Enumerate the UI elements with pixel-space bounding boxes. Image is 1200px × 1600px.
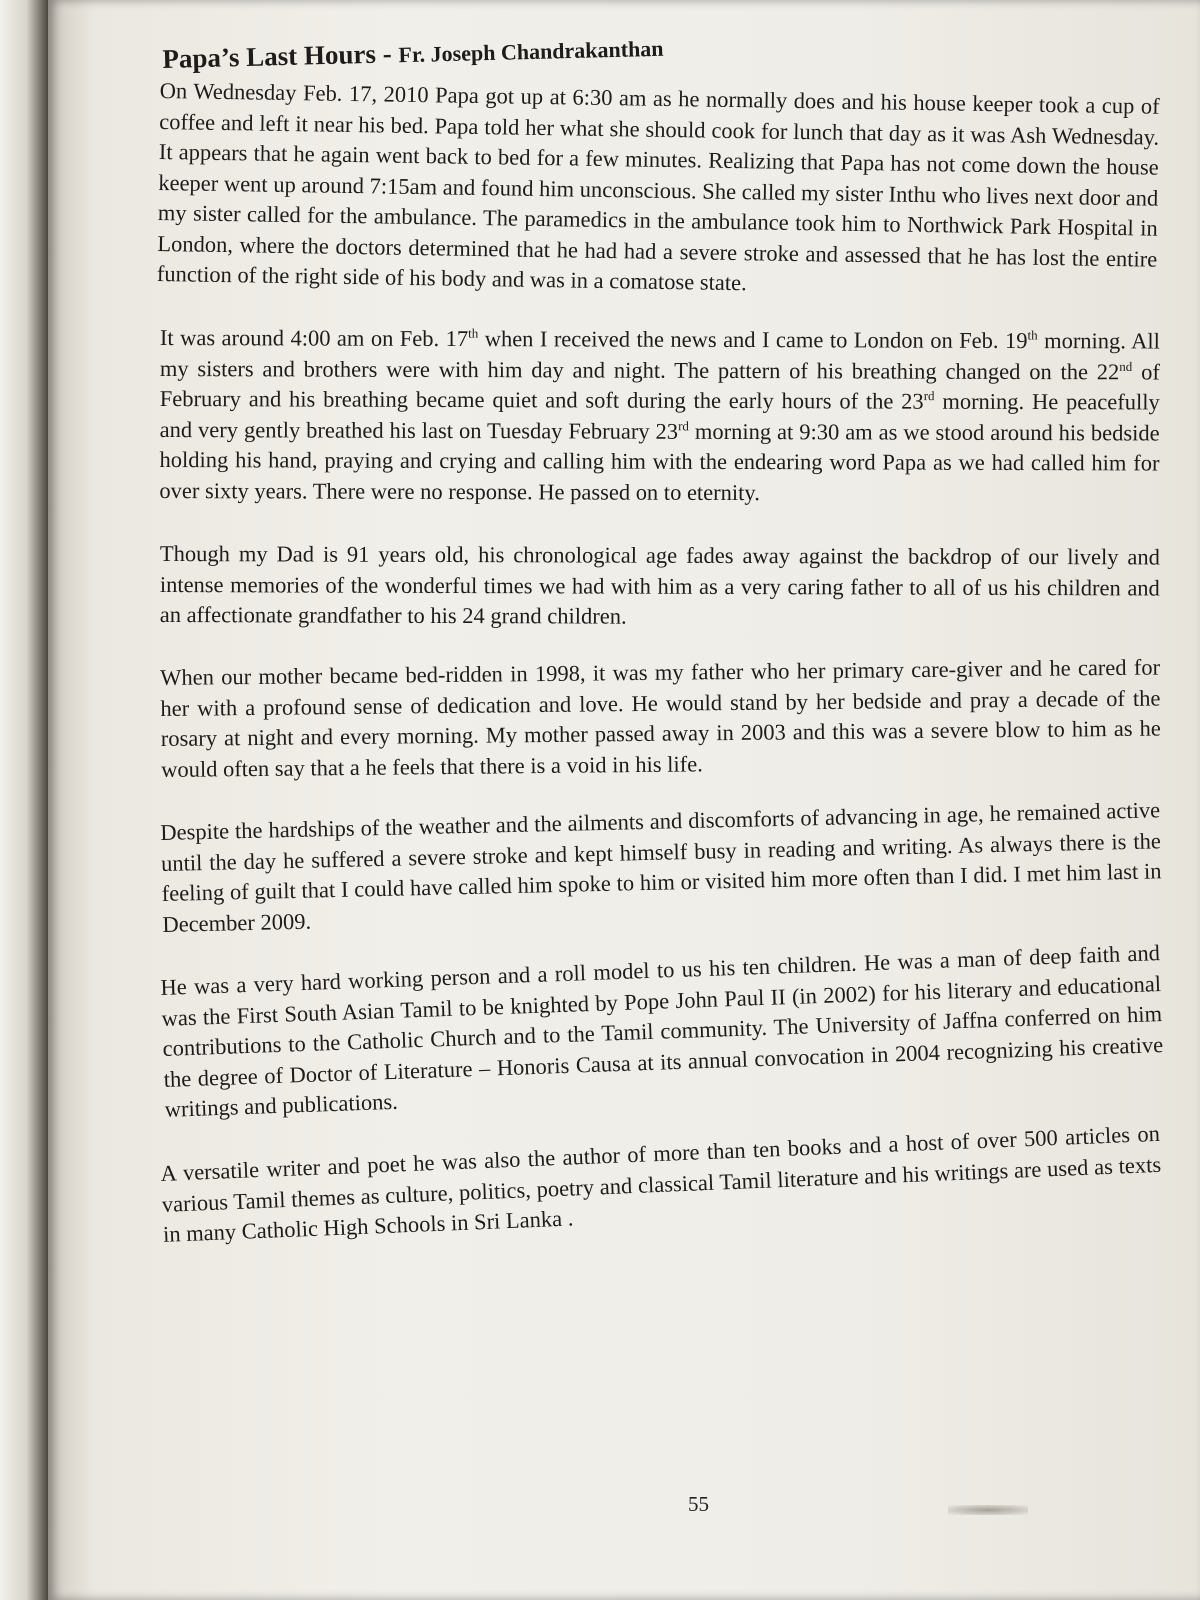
page-content — [156, 35, 1164, 1283]
page-number: 55 — [688, 1492, 709, 1516]
ordinal-suffix: rd — [923, 387, 935, 403]
paragraph-2 — [159, 323, 1160, 509]
book-spine — [0, 0, 48, 1600]
paragraph-2-text-4: of February and his breathing became quiet and soft during the early hours of the 23 — [159, 358, 1160, 414]
paragraph-2-text-1: It was around 4:00 am on Feb. 17 — [159, 324, 469, 351]
paragraph-1: On Wednesday Feb. 17, 2010 Papa got up at 6:30 am as he normally does and his house keeper took a cup of coffee and left it near his bed. Papa told her what she should cook for lunch that day as it was Ash Wednesday. It appears that he again went back to bed for a few minutes. Realizing that Papa has not come down the house keeper went up around 7:15am and found him unconscious. She called my sister Inthu who lives next door and my sister called for the ambulance. The paramedics in the ambulance took him to Northwick Park Hospital in London, where the doctors determined that he had had a severe stroke and assessed that he has lost the entire function of the right side of his body and was in a comatose state. — [156, 77, 1160, 296]
paragraph-2-text-3: morning. All my sisters and brothers were with him day and night. The pattern of his breathing changed on the 22 — [159, 327, 1160, 384]
print-smudge — [948, 1505, 1028, 1515]
page-title — [162, 16, 1161, 80]
author-name: Fr. Joseph Chandrakanthan — [398, 35, 664, 68]
title-text: Papa’s Last Hours - — [162, 38, 393, 74]
paragraph-3: Though my Dad is 91 years old, his chronological age fades away against the backdrop of our lively and intense memories of the wonderful times we had with him as a very caring father to all of us his children and an affectionate grandfather to his 24 grand children. — [159, 540, 1160, 629]
paragraph-2-text-5: morning. He peacefully and very gently breathed his last on Tuesday February 23 — [159, 388, 1160, 443]
paragraph-6: He was a very hard working person and a roll model to us his ten children. He was a man of deep faith and was the First South Asian Tamil to be knighted by Pope John Paul II (in 2002) for his literary and educational contributions to the Catholic Church and to the Tamil community. The University of Jaffna conferred on him the degree of Doctor of Literature – Honoris Causa at its annual convocation in 2004 recognizing his creative writings and publications. — [160, 940, 1164, 1122]
ordinal-suffix: nd — [1119, 357, 1133, 373]
paragraph-5: Despite the hardships of the weather and the ailments and discomforts of advancing in age, he remained active until the day he suffered a severe stroke and kept himself busy in reading and writing. As always there is the feeling of guilt that I could have called him spoke to him or visited him more often than I did. I met him last in December 2009. — [160, 797, 1162, 937]
ordinal-suffix: th — [468, 325, 479, 341]
paragraph-2-text-6: morning at 9:30 am as we stood around his bedside holding his hand, praying and crying and calling him with the endearing word Papa as we had called him for over sixty years. There were no response. He passed on to eternity. — [159, 417, 1160, 505]
paragraph-7: A versatile writer and poet he was also the author of more than ten books and a host of over 500 articles on various Tamil themes as culture, politics, poetry and classical Tamil literature and his writings are used as texts in many Catholic High Schools in Sri Lanka . — [160, 1120, 1162, 1247]
paragraph-2-text-2: when I received the news and I came to London on Feb. 19 — [478, 325, 1028, 353]
ordinal-suffix: rd — [678, 417, 689, 433]
paragraph-4: When our mother became bed-ridden in 1998, it was my father who her primary care-giver and he cared for her with a profound sense of dedication and love. He would stand by her bedside and pray a decade of the rosary at night and every morning. My mother passed away in 2003 and this was a severe blow to him as he would often say that a he feels that there is a void in his life. — [160, 654, 1161, 782]
book-page — [48, 0, 1200, 1600]
ordinal-suffix: th — [1027, 327, 1038, 343]
